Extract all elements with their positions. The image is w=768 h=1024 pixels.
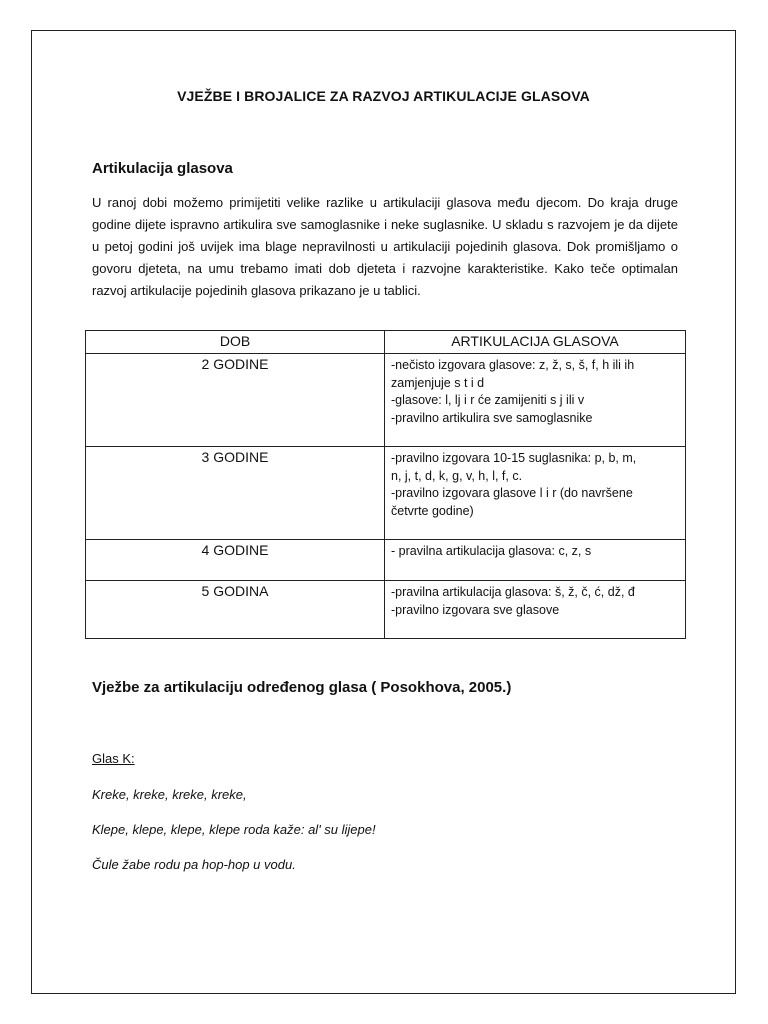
description-cell [385, 354, 686, 447]
description-line: četvrte godine) [391, 503, 474, 518]
description-cell [385, 581, 686, 639]
table-row [86, 354, 686, 447]
section-heading-artikulacija: Artikulacija glasova [92, 160, 233, 177]
rhyme-line: Kreke, kreke, kreke, kreke, [92, 787, 247, 802]
description-line: -pravilno izgovara glasove l i r (do navršene [391, 486, 633, 500]
description-line: -pravilna artikulacija glasova: š, ž, č, ć, dž, đ [391, 585, 635, 599]
description-cell [385, 540, 686, 581]
description-line: -pravilno artikulira sve samoglasnike [391, 410, 593, 425]
age-cell: 3 GODINE [86, 447, 385, 540]
age-cell: 4 GODINE [86, 540, 385, 581]
description-line: -nečisto izgovara glasove: z, ž, s, š, f, h ili ih [391, 358, 635, 372]
header-artikulacija: ARTIKULACIJA GLASOVA [385, 331, 686, 354]
glas-label: Glas K: [92, 751, 135, 766]
table-header-row [86, 331, 686, 354]
description-line: n, j, t, d, k, g, v, h, l, f, c. [391, 468, 523, 483]
table-row [86, 447, 686, 540]
rhyme-line: Čule žabe rodu pa hop-hop u vodu. [92, 857, 296, 872]
articulation-table [85, 330, 686, 639]
intro-paragraph: U ranoj dobi možemo primijetiti velike razlike u artikulaciji glasova među djecom. Do kraja druge godine dijete ispravno artikulira sve samoglasnike i neke suglasnike. U skladu s razvojem je da dijete u petoj godini još uvijek ima blage nepravilnosti u artikulaciji pojedinih glasova. Dok promišljamo o govoru djeteta, na umu trebamo imati dob djeteta i razvojne karakteristike. Kako teče optimalan razvoj artikulacije pojedinih glasova prikazano je u tablici. [92, 195, 678, 298]
description-line: - pravilna artikulacija glasova: c, z, s [391, 544, 592, 558]
table-row [86, 540, 686, 581]
section-heading-vjezbe [92, 679, 511, 696]
header-dob: DOB [86, 331, 385, 354]
description-line: -pravilno izgovara sve glasove [391, 602, 560, 617]
document-page [31, 30, 736, 994]
age-cell: 2 GODINE [86, 354, 385, 447]
rhyme-line: Klepe, klepe, klepe, klepe roda kaže: al' su lijepe! [92, 822, 376, 837]
heading-bold-part: Vježbe za artikulaciju određenog glasa [92, 679, 368, 696]
description-line: -glasove: l, lj i r će zamijeniti s j ili v [391, 393, 585, 407]
description-line: zamjenjuje s t i d [391, 375, 485, 390]
document-title: VJEŽBE I BROJALICE ZA RAZVOJ ARTIKULACIJE GLASOVA [177, 88, 590, 104]
heading-citation: ( Posokhova, 2005.) [367, 679, 512, 696]
table-row [86, 581, 686, 639]
description-cell [385, 447, 686, 540]
age-cell: 5 GODINA [86, 581, 385, 639]
description-line: -pravilno izgovara 10-15 suglasnika: p, b, m, [391, 451, 637, 465]
